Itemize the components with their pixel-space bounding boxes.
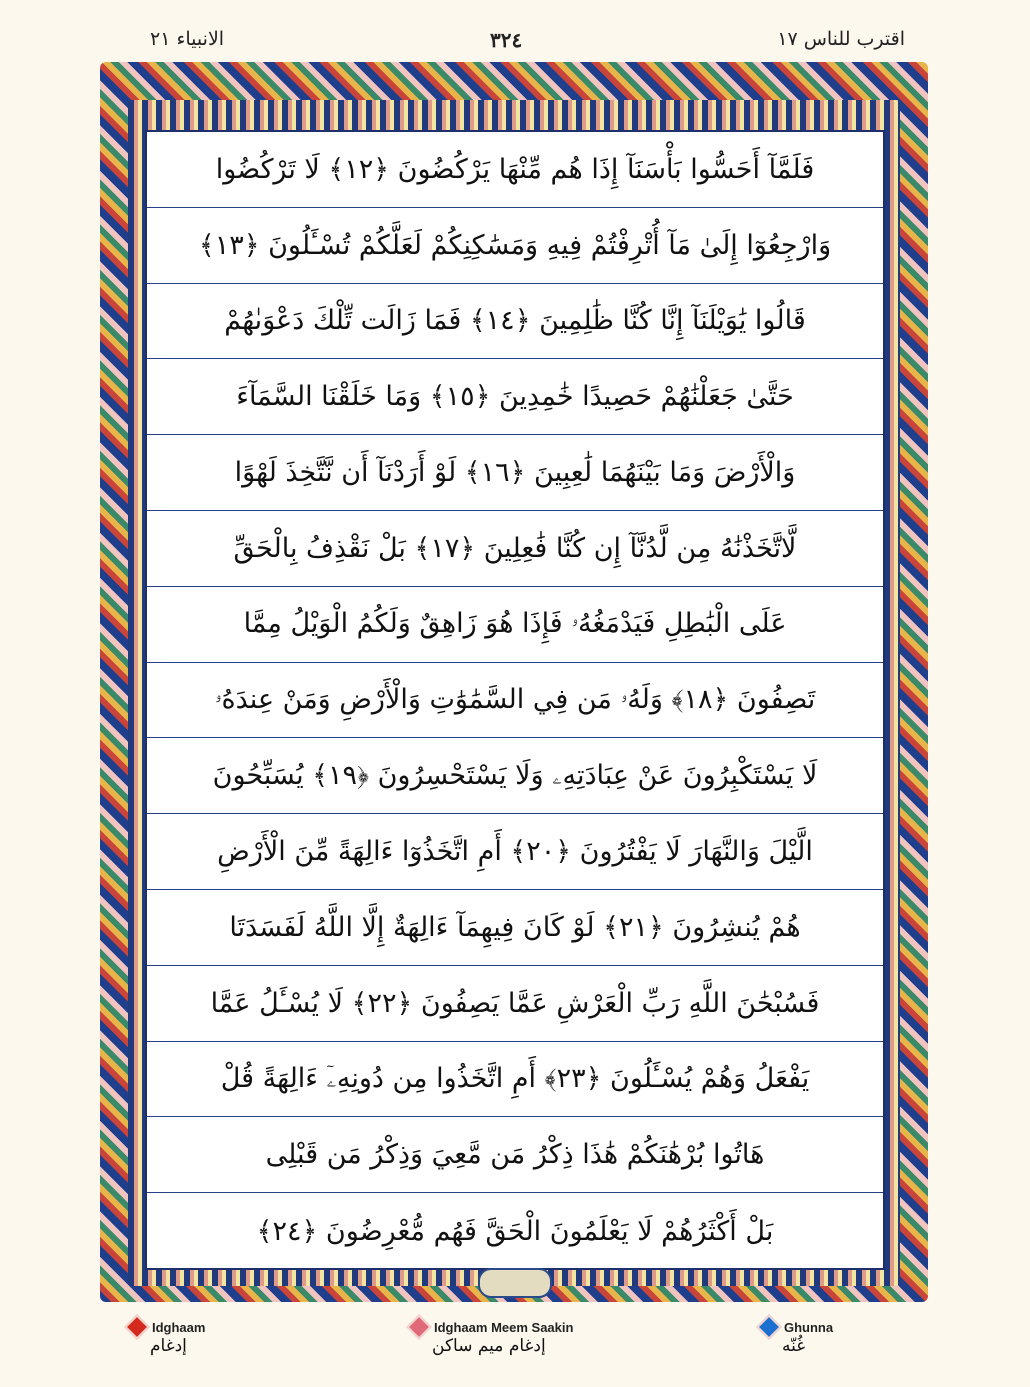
legend-arabic: إدغام — [150, 1336, 187, 1356]
text-line: فَلَمَّآ أَحَسُّوا بَأْسَنَآ إِذَا هُم مِّنْهَا يَرْكُضُونَ ﴿١٢﴾ لَا تَرْكُضُوا — [147, 132, 883, 208]
page-number: ٣٢٤ — [490, 28, 523, 52]
legend-idghaam-meem-saakin — [410, 1318, 573, 1356]
text-line: هُمْ يُنشِرُونَ ﴿٢١﴾ لَوْ كَانَ فِيهِمَآ ءَالِهَةٌ إِلَّا اللَّهُ لَفَسَدَتَا — [147, 890, 883, 966]
surah-name: الانبياء ٢١ — [150, 28, 225, 50]
legend-label: Idghaam Meem Saakin — [434, 1319, 574, 1335]
legend-arabic: غُنّه — [782, 1336, 806, 1356]
text-line: لَّاتَّخَذْنَٰهُ مِن لَّدُنَّآ إِن كُنَّا فَٰعِلِينَ ﴿١٧﴾ بَلْ نَقْذِفُ بِالْحَقِّ — [147, 511, 883, 587]
text-line: عَلَى الْبَٰطِلِ فَيَدْمَغُهُۥ فَإِذَا هُوَ زَاهِقٌ وَلَكُمُ الْوَيْلُ مِمَّا — [147, 587, 883, 663]
red-diamond-icon — [124, 1314, 149, 1339]
text-line: لَا يَسْتَكْبِرُونَ عَنْ عِبَادَتِهِۦ وَلَا يَسْتَحْسِرُونَ ﴿١٩﴾ يُسَبِّحُونَ — [147, 738, 883, 814]
legend-idghaam — [128, 1318, 205, 1356]
juz-name: اقترب للناس ١٧ — [777, 28, 905, 50]
legend-label: Ghunna — [784, 1319, 834, 1335]
legend-ghunna — [760, 1318, 833, 1356]
legend-arabic: إدغام ميم ساكن — [432, 1336, 546, 1356]
text-line: فَسُبْحَٰنَ اللَّهِ رَبِّ الْعَرْشِ عَمَّا يَصِفُونَ ﴿٢٢﴾ لَا يُسْـَٔلُ عَمَّا — [147, 966, 883, 1042]
text-line: تَصِفُونَ ﴿١٨﴾ وَلَهُۥ مَن فِي السَّمَٰوَٰتِ وَالْأَرْضِ وَمَنْ عِندَهُۥ — [147, 663, 883, 739]
legend-label: Idghaam — [152, 1319, 206, 1335]
text-line: الَّيْلَ وَالنَّهَارَ لَا يَفْتُرُونَ ﴿٢٠﴾ أَمِ اتَّخَذُوٓا ءَالِهَةً مِّنَ الْأَرْضِ — [147, 814, 883, 890]
text-line: وَالْأَرْضَ وَمَا بَيْنَهُمَا لَٰعِبِينَ ﴿١٦﴾ لَوْ أَرَدْنَآ أَن نَّتَّخِذَ لَهْوًا — [147, 435, 883, 511]
pink-diamond-icon — [406, 1314, 431, 1339]
blue-diamond-icon — [756, 1314, 781, 1339]
text-line: يَفْعَلُ وَهُمْ يُسْـَٔلُونَ ﴿٢٣﴾ أَمِ اتَّخَذُوا مِن دُونِهِۦٓ ءَالِهَةً قُلْ — [147, 1042, 883, 1118]
text-line: وَارْجِعُوٓا إِلَىٰ مَآ أُتْرِفْتُمْ فِيهِ وَمَسَٰكِنِكُمْ لَعَلَّكُمْ تُسْـَٔلُونَ ﴿١٣﴾ — [147, 208, 883, 284]
text-line: بَلْ أَكْثَرُهُمْ لَا يَعْلَمُونَ الْحَقَّ فَهُم مُّعْرِضُونَ ﴿٢٤﴾ — [256, 1215, 774, 1247]
quran-text-area — [145, 130, 885, 1270]
text-line: حَتَّىٰ جَعَلْنَٰهُمْ حَصِيدًا خَٰمِدِينَ ﴿١٥﴾ وَمَا خَلَقْنَا السَّمَآءَ — [147, 359, 883, 435]
text-line: هَاتُوا بُرْهَٰنَكُمْ هَٰذَا ذِكْرُ مَن مَّعِيَ وَذِكْرُ مَن قَبْلِى — [147, 1117, 883, 1193]
manzil-marker-icon — [478, 1268, 552, 1298]
text-line: قَالُوا يَٰوَيْلَنَآ إِنَّا كُنَّا ظَٰلِمِينَ ﴿١٤﴾ فَمَا زَالَت تِّلْكَ دَعْوَىٰهُمْ — [147, 284, 883, 360]
